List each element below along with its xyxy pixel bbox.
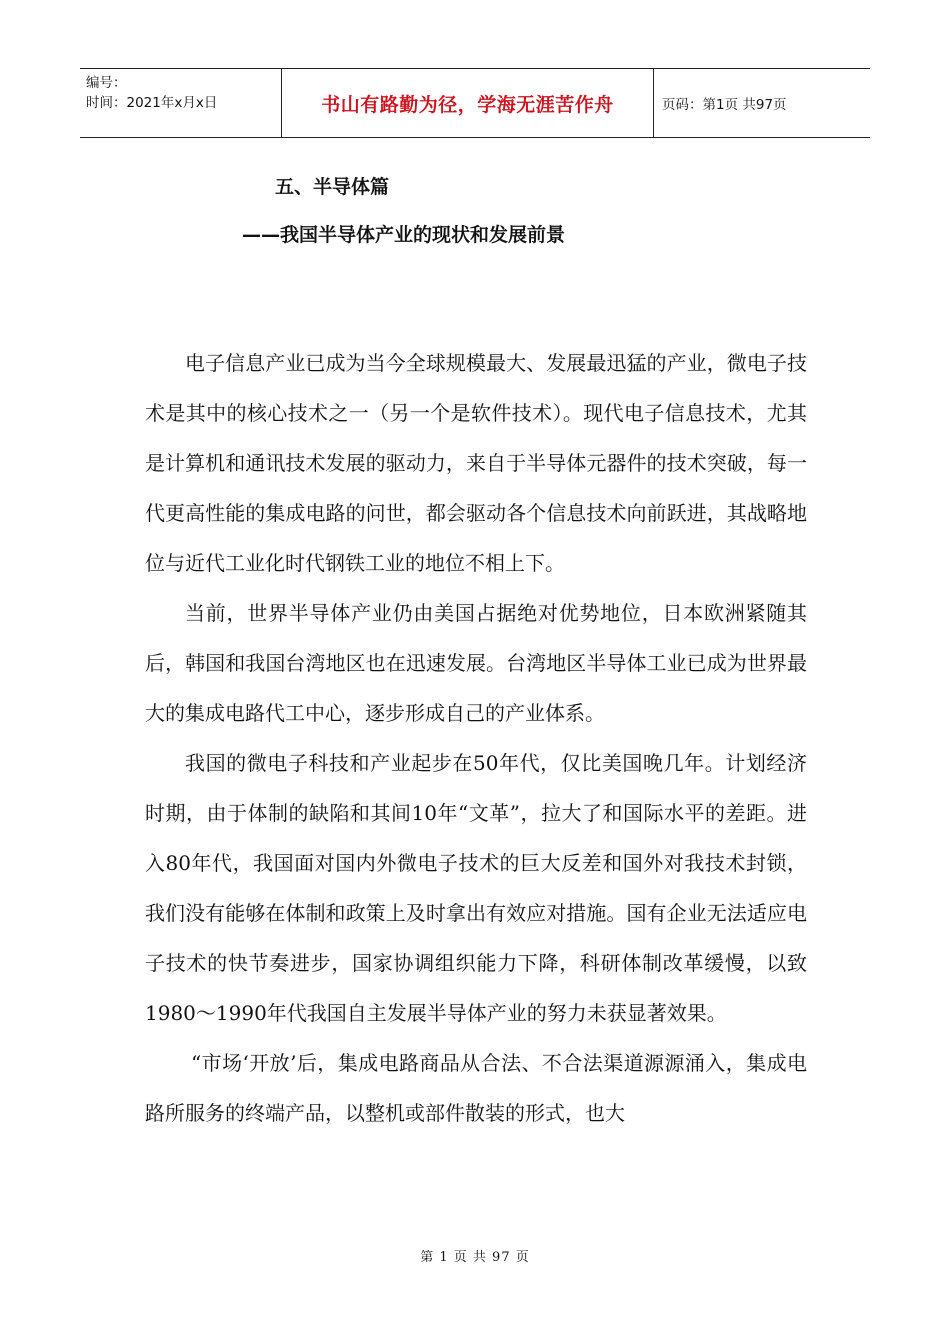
paragraph-3: 我国的微电子科技和产业起步在50年代，仅比美国晚几年。计划经济时期，由于体制的缺陷和其间10年“文革”，拉大了和国际水平的差距。进入80年代，我国面对国内外微电子技术的巨大反差和国外对我技术封锁，我们没有能够在体制和政策上及时拿出有效应对措施。国有企业无法适应电子技术的快节奏进步，国家协调组织能力下降，科研体制改革缓慢，以致1980～1990年代我国自主发展半导体产业的努力未获显著效果。	[145, 751, 807, 1025]
paragraph-2: 当前，世界半导体产业仍由美国占据绝对优势地位，日本欧洲紧随其后，韩国和我国台湾地区也在迅速发展。台湾地区半导体工业已成为世界最大的集成电路代工中心，逐步形成自己的产业体系。	[145, 601, 807, 725]
header-meta-cell	[80, 69, 282, 137]
body-text	[145, 338, 807, 1138]
document-time-label: 时间：2021年x月x日	[86, 95, 218, 111]
header-motto: 书山有路勤为径，学海无涯苦作舟	[321, 93, 614, 116]
document-number-label: 编号：	[86, 75, 127, 91]
paragraph-4: “市场‘开放’后，集成电路商品从合法、不合法渠道源源涌入，集成电路所服务的终端产品，以整机或部件散装的形式，也大	[145, 1051, 807, 1125]
header-page-info: 页码：第1页 共97页	[662, 97, 787, 113]
section-title: 五、半导体篇	[275, 176, 390, 198]
section-subtitle: ——我国半导体产业的现状和发展前景	[242, 224, 566, 246]
paragraph-1: 电子信息产业已成为当今全球规模最大、发展最迅猛的产业，微电子技术是其中的核心技术之一（另一个是软件技术）。现代电子信息技术，尤其是计算机和通讯技术发展的驱动力，来自于半导体元器件的技术突破，每一代更高性能的集成电路的问世，都会驱动各个信息技术向前跃进，其战略地位与近代工业化时代钢铁工业的地位不相上下。	[145, 351, 807, 575]
page-footer: 第 1 页 共 97 页	[420, 1250, 530, 1265]
header-motto-cell	[282, 69, 654, 137]
header-page-cell	[654, 69, 870, 137]
page-header	[80, 68, 870, 138]
